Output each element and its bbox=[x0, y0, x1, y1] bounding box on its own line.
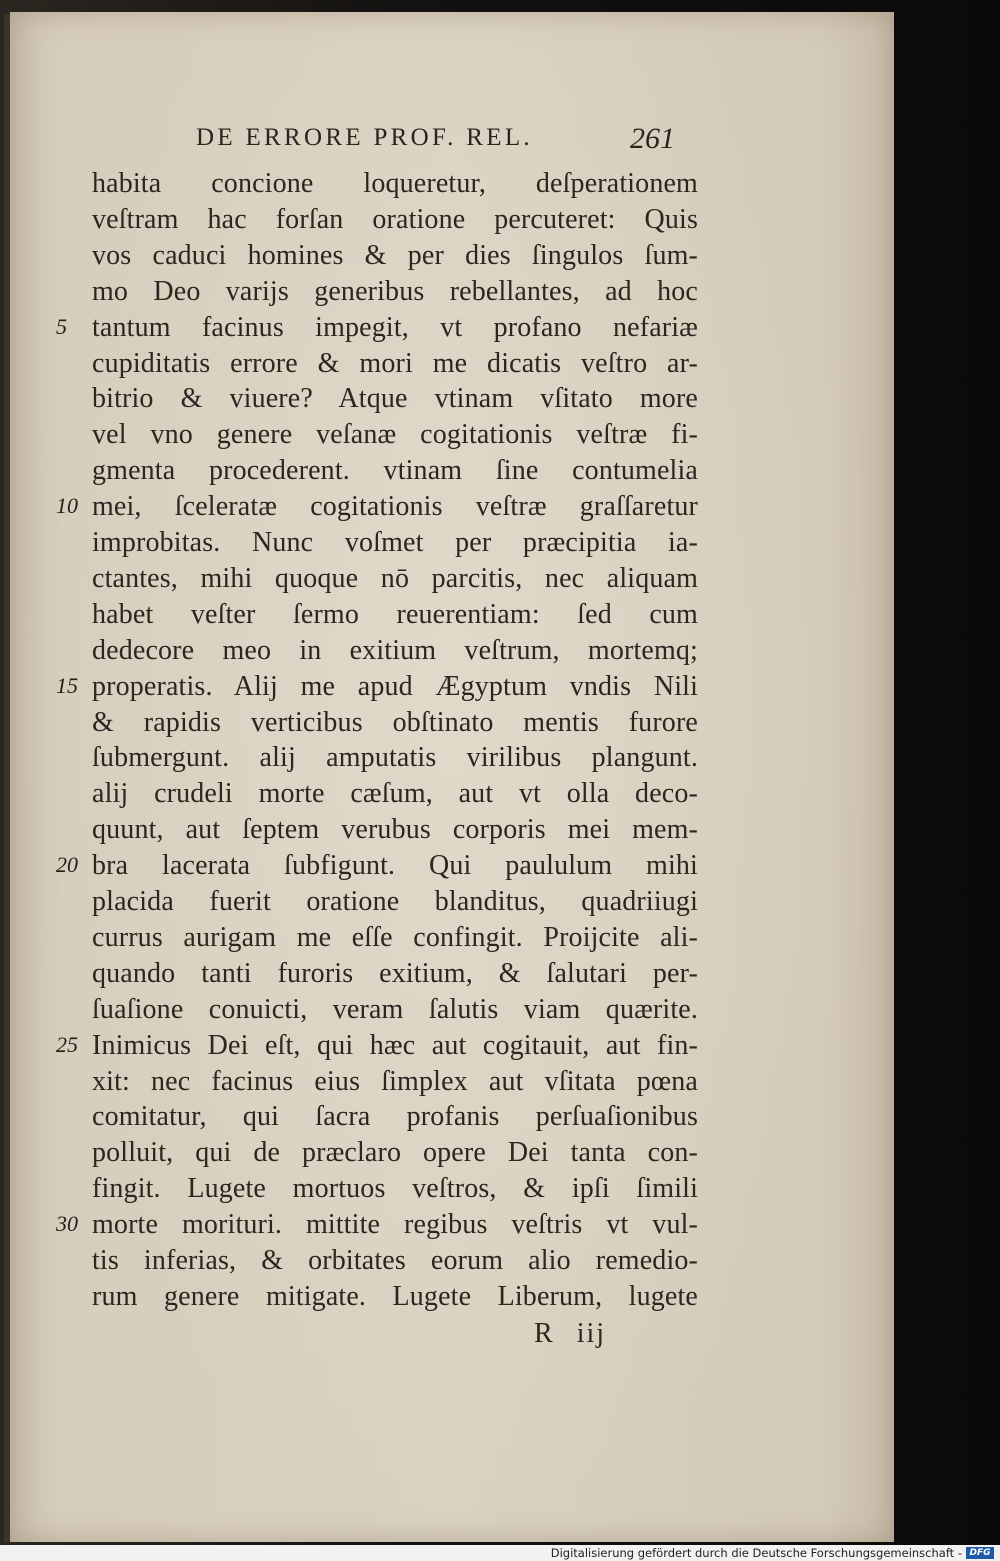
text-line: ctantes, mihi quoque nō parcitis, nec aliquam bbox=[92, 562, 698, 594]
line-number: 20 bbox=[56, 852, 78, 878]
signature-letter: R bbox=[534, 1318, 555, 1349]
line-number: 10 bbox=[56, 493, 78, 519]
line-number: 30 bbox=[56, 1211, 78, 1237]
text-line: gmenta procederent. vtinam ſine contumelia bbox=[92, 455, 698, 487]
text-line: Inimicus Dei eſt, qui hæc aut cogitauit, aut fin- bbox=[92, 1029, 698, 1061]
text-line: alij crudeli morte cæſum, aut vt olla deco- bbox=[92, 778, 698, 810]
text-line: tantum facinus impegit, vt profano nefariæ bbox=[92, 311, 698, 343]
text-line: improbitas. Nunc voſmet per præcipitia ia- bbox=[92, 527, 698, 558]
signature-numeral: iij bbox=[576, 1318, 607, 1349]
text-line: bitrio & viuere? Atque vtinam vſitato more bbox=[92, 383, 698, 415]
text-line: comitatur, qui ſacra profanis perſuaſionibus bbox=[92, 1101, 698, 1133]
line-number: 5 bbox=[56, 313, 67, 339]
text-line: mo Deo varijs generibus rebellantes, ad hoc bbox=[92, 275, 698, 307]
text-line: cupiditatis errore & mori me dicatis veſtro ar- bbox=[92, 347, 698, 379]
running-head: DE ERRORE PROF. REL. bbox=[196, 124, 533, 151]
book-page bbox=[10, 12, 894, 1542]
text-line: dedecore meo in exitium veſtrum, mortemq; bbox=[92, 634, 698, 666]
text-line: vos caduci homines & per dies ſingulos ſum- bbox=[92, 239, 698, 271]
text-line: currus aurigam me eſſe confingit. Proijcite ali- bbox=[92, 921, 698, 953]
line-number: 25 bbox=[56, 1031, 78, 1057]
text-line: mei, ſceleratæ cogitationis veſtræ graſſaretur bbox=[92, 491, 698, 523]
text-line: tis inferias, & orbitates eorum alio remedio- bbox=[92, 1245, 698, 1276]
text-line: quunt, aut ſeptem verubus corporis mei mem- bbox=[92, 814, 698, 846]
text-line: polluit, qui de præclaro opere Dei tanta con- bbox=[92, 1137, 698, 1169]
text-line: quando tanti furoris exitium, & ſalutari per- bbox=[92, 957, 698, 989]
page-number: 261 bbox=[630, 122, 675, 155]
text-line: fingit. Lugete mortuos veſtros, & ipſi ſimili bbox=[92, 1173, 698, 1205]
text-line: ſubmergunt. alij amputatis virilibus plangunt. bbox=[92, 742, 698, 774]
text-line: placida fuerit oratione blanditus, quadriiugi bbox=[92, 886, 698, 917]
signature-mark bbox=[534, 1318, 606, 1350]
text-line: morte morituri. mittite regibus veſtris vt vul- bbox=[92, 1209, 698, 1241]
text-line: rum genere mitigate. Lugete Liberum, lugete bbox=[92, 1280, 698, 1312]
text-line: habita concione loqueretur, deſperationem bbox=[92, 168, 698, 199]
text-line: bra lacerata ſubfigunt. Qui paululum mihi bbox=[92, 850, 698, 882]
text-line: veſtram hac forſan oratione percuteret: Quis bbox=[92, 203, 698, 235]
line-number: 15 bbox=[56, 672, 78, 698]
funding-credit: Digitalisierung gefördert durch die Deutsche Forschungsgemeinschaft - bbox=[550, 1546, 962, 1560]
text-line: vel vno genere veſanæ cogitationis veſtræ fi- bbox=[92, 419, 698, 451]
text-line: properatis. Alij me apud Ægyptum vndis Nili bbox=[92, 670, 698, 702]
dfg-logo: DFG bbox=[966, 1547, 994, 1559]
text-line: & rapidis verticibus obſtinato mentis furore bbox=[92, 706, 698, 738]
text-line: ſuaſione conuicti, veram ſalutis viam quærite. bbox=[92, 993, 698, 1025]
text-line: habet veſter ſermo reuerentiam: ſed cum bbox=[92, 598, 698, 630]
text-line: xit: nec facinus eius ſimplex aut vſitata pœna bbox=[92, 1065, 698, 1097]
